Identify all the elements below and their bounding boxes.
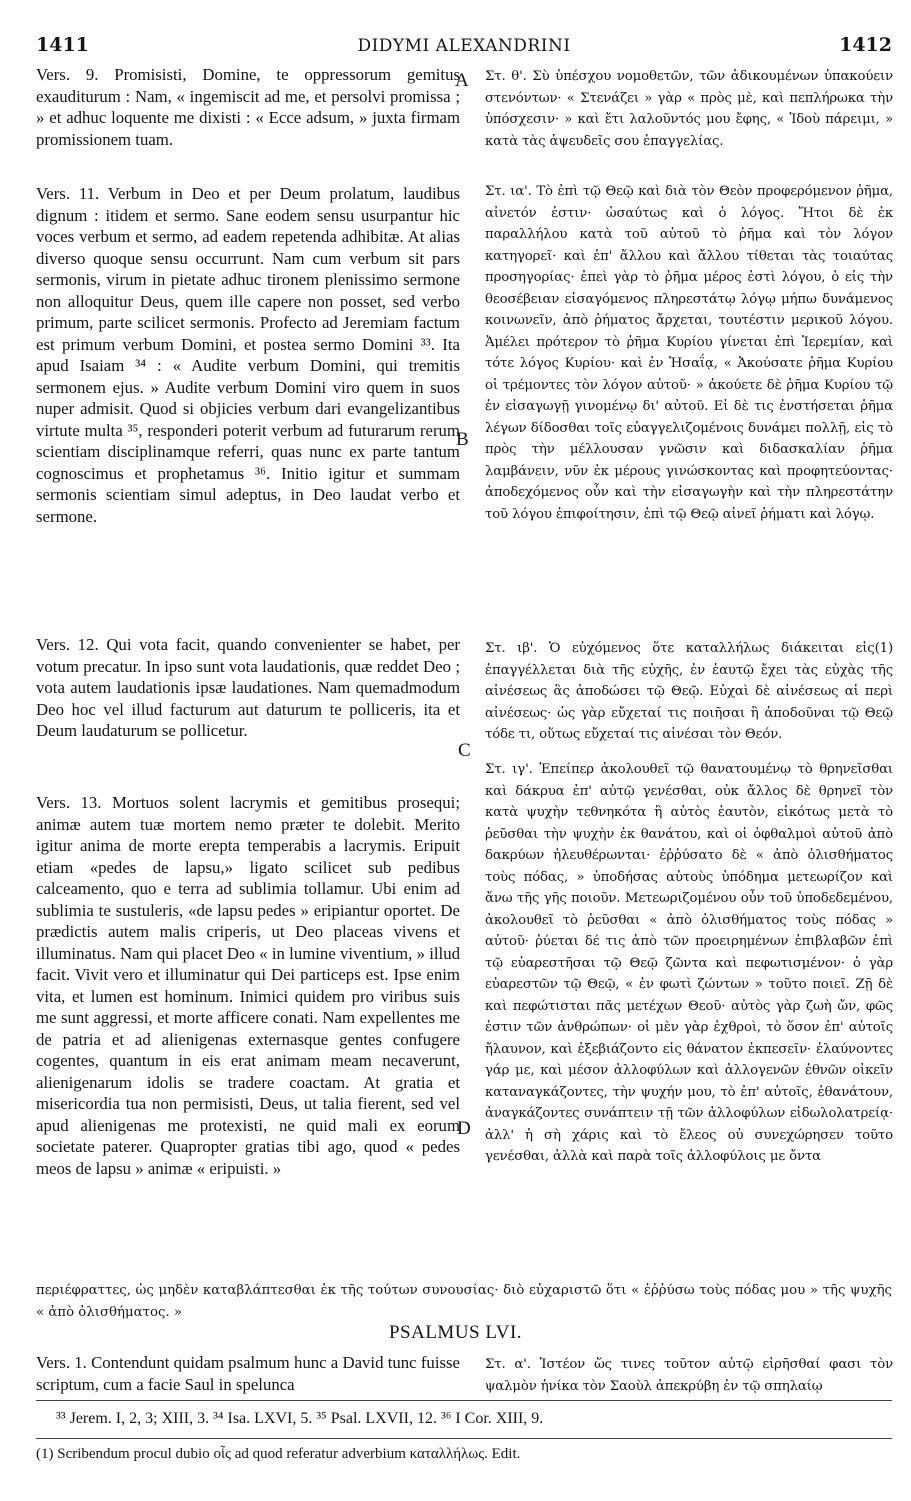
running-title: DIDYMI ALEXANDRINI	[357, 36, 571, 56]
latin-verse-12: Vers. 12. Qui vota facit, quando convenienter se habet, per votum precatur. In ipso sunt vota laudationis, quæ reddet Deo ; vota autem laudationis ipsæ laudationes. Nam quemadmodum Deo hoc vel illud facturum aut daturum te polliceris, ita et Deum laudaturum se pollicetur.	[36, 635, 460, 740]
column-marker-a: A	[455, 70, 469, 91]
latin-verse-9: Vers. 9. Promisisti, Domine, te oppressorum gemitus exauditurum : Nam, « ingemiscit ad me, et persolvi promissa ; » et adhuc loquente me dixisti : « Ecce adsum, » juxta firmam promissionem tuam.	[36, 65, 460, 149]
editor-note: (1) Scribendum procul dubio οἷς ad quod referatur adverbium καταλλήλως. Edit.	[36, 1446, 521, 1462]
greek-psalm56-verse-1: Στ. α'. Ἰστέον ὥς τινες τοῦτον αὐτῷ εἰρῆσθαί φασι τὸν ψαλμὸν ἡνίκα τὸν Σαοὺλ ἀπεκρύβη ἐν τῷ σπηλαίῳ	[485, 1357, 893, 1394]
latin-verse-11: Vers. 11. Verbum in Deo et per Deum prolatum, laudibus dignum : itidem et sermo. Sane eodem sensu usurpantur hic voces verbum et sermo, ad eadem repetenda adhibitæ. At alias diverso quoque sensu occurrunt. Nam cum verbum sit pars sermonis, virum in pietate adhuc tironem plenissimo sermone non alloquitur Deus, quem ille capere non posset, sed verbo primum, parte scilicet sermonis. Profecto ad Jeremiam factum est primum verbum Domini, et postea sermo Domini ³³. Ita apud Isaiam ³⁴ : « Audite verbum Domini, qui tremitis sermonem ejus. » Audite verbum Domini viro quem in suos nuper admisit. Quod si objicies verbum dari evangelizantibus virtute multa ³⁵, responderi poterit verbum ad futurarum rerum scientiam disciplinamque referri, quas nunc ex parte tantum cognoscimus et prophetamus ³⁶. Initio igitur et summam sermonis scientiam simul adeptus, in Deo laudat verbo et sermone.	[36, 184, 460, 526]
latin-verse-13: Vers. 13. Mortuos solent lacrymis et gemitibus prosequi; animæ autem tuæ mortem nemo præter te dolebit. Merito igitur anima de morte erepta temperabis a lacrymis. Eripuit etiam «pedes de lapsu,» ligato scilicet sub pedibus calceamento, quo e terra ad sublimia tollamur. Ubi enim ad sublimia te sustuleris, «de lapsu pedes » eripiantur oportet. De prædictis autem malis criperis, ut Deo placeas vivens et illuminatus. Nam qui placet Deo « in lumine viventium, » illud facit. Vivit vero et illuminatur qui Dei particeps est. Ipse enim vita, et lumen est hominum. Inimici quidem pro viribus suis me sunt aggressi, et morte afficere conati. Nam expellentes me de patria et ad alienigenas externasque gentes confugere cogentes, quantum in eis erat animam meam necaverunt, alienigenarum idolis se tradere coactam. At gratia et misericordia tua non permisisti, Deus, ut talia fierent, sed vel apud alienigenas me protexisti, ne quid mali ex eorum societate paterer. Quapropter gratias tibi ago, quod « pedes meos de lapsu » animæ « eripuisti. »	[36, 793, 460, 1178]
column-marker-d: D	[457, 1118, 471, 1139]
footnotes: ³³ Jerem. I, 2, 3; XIII, 3. ³⁴ Isa. LXVI, 5. ³⁵ Psal. LXVII, 12. ³⁶ I Cor. XIII, 9.	[56, 1410, 544, 1427]
page-header	[36, 34, 892, 58]
greek-verse-9: Στ. θ'. Σὺ ὑπέσχου νομοθετῶν, τῶν ἀδικουμένων ὑπακούειν στενόντων· « Στενάζει » γὰρ « πρὸς μὲ, καὶ πεπλήρωκα τὴν ὑπόσχεσιν· » καὶ ἔτι λαλοῦντός μου ἔφης, « Ἰδοὺ πάρειμι, » κατὰ τὰς ἀψευδεῖς σου ἐπαγγελίας.	[485, 69, 893, 149]
greek-verse-13-continuation: περιέφραττες, ὡς μηδὲν καταβλάπτεσθαι ἐκ τῆς τούτων συνουσίας· διὸ εὐχαριστῶ ὅτι « ἐῤῥύσω τοὺς πόδας μου » τῆς ψυχῆς « ἀπὸ ὀλισθήματος. »	[36, 1283, 892, 1320]
greek-verse-13: Στ. ιγ'. Ἐπείπερ ἀκολουθεῖ τῷ θανατουμένῳ τὸ θρηνεῖσθαι καὶ δάκρυα ἐπ' αὐτῷ γενέσθαι, οὐκ ἄλλος δὲ θρηνεῖ τὸν κατὰ ψυχὴν τεθνηκότα ἢ αὐτὸς ἑαυτὸν, εἰκότως μετὰ τὸ ῥεῦσθαι τὴν ψυχὴν ἐκ θανάτου, καὶ οἱ ὀφθαλμοὶ αὐτοῦ ἀπὸ δακρύων ἠλευθέρωνται· ἐῤῥύσατο δὲ « ἀπὸ ὀλισθήματος τοὺς πόδας, » ὑποδήσας αὐτοὺς ὑπόδημα μετεωρίζον καὶ ἄνω τῆς γῆς ποιοῦν. Μετεωριζομένου οὖν τοῦ ὑποδεδεμένου, ἀκολουθεῖ τὸ ῥεῦσθαι « ἀπὸ ὀλισθήματος τοὺς πόδας » αὐτοῦ· ῥύεται δέ τις ἀπὸ τῶν προειρημένων ἐπιβλαβῶν ἐπὶ τῷ εὐαρεστῆσαι τῷ Θεῷ ζῶντα καὶ πεφωτισμένον· ὁ γὰρ εὐαρεστῶν τῷ Θεῷ, « ἐν φωτὶ ζώντων » τοῦτο ποιεῖ. Ζῇ δὲ καὶ πεφώτισται πᾶς μετέχων Θεοῦ· αὐτὸς γὰρ ζωὴ ὤν, φῶς ἐστιν τῶν ἀνθρώπων· οἱ μὲν γὰρ ἐχθροὶ, τὸ ὅσον ἐπ' αὐτοῖς ἤλαυνον, καὶ ἐξεβιάζοντο εἰς θάνατον ἐκπεσεῖν· ἐλαύνοντες γάρ με, καὶ μέσον ἀλλοφύλων καὶ ἀλλογενῶν ἐθνῶν οἰκεῖν καταναγκάζοντες, τὴν ψυχήν μου, τὸ ἐπ' αὐτοῖς, ἐθανάτουν, ἀναγκάζοντες συνάπτειν τῇ τῶν ἀλλοφύλων εἰδωλολατρείᾳ· ἀλλ' ἡ σὴ χάρις καὶ τὸ ἔλεος οὐ συνεχώρησεν τοῦτο γενέσθαι, ἀλλὰ καὶ παρὰ τοῖς ἀλλοφύλοις με ὄντα	[485, 762, 893, 1164]
column-marker-b: B	[456, 429, 469, 450]
latin-psalm56-verse-1: Vers. 1. Contendunt quidam psalmum hunc a David tunc fuisse scriptum, cum a facie Saul in spelunca	[36, 1353, 460, 1394]
greek-verse-11: Στ. ια'. Τὸ ἐπὶ τῷ Θεῷ καὶ διὰ τὸν Θεὸν προφερόμενον ῥῆμα, αἰνετόν ἐστιν· ὡσαύτως καὶ ὁ λόγος. Ἤτοι δὲ ἐκ παραλλήλου κατὰ τοῦ αὐτοῦ τὸ ῥῆμα καὶ τὸν λόγον κατηγορεῖ· καὶ ἐπ' ἄλλου καὶ ἄλλου τίθεται τὰς τοιαύτας προσηγορίας· ἐπεὶ γὰρ τὸ ῥῆμα μέρος ἐστὶ λόγου, ὁ εἰς τὴν θεοσέβειαν εἰσαγόμενος πληρεστάτῳ λόγῳ μήπω δυνάμενος κοινωνεῖν, ἀπὸ ῥήματος ἄρχεται, τουτέστιν μερικοῦ λόγου. Ἀμέλει πρότερον τὸ ῥῆμα Κυρίου γίνεται ἐπὶ Ἱερεμίαν, καὶ τότε λόγος Κυρίου· καὶ ἐν Ἡσαΐᾳ, « Ἀκούσατε ῥῆμα Κυρίου οἱ τρέμοντες τὸν λόγον αὐτοῦ· » ἀκούετε δὲ ῥῆμα Κυρίου τῷ ἐν εἰσαγωγῇ γινομένῳ δι' αὐτοῦ. Εἰ δὲ τις ἐνστήσεται ῥῆμα λέγων δίδοσθαι τοῖς εὐαγγελιζομένοις δυνάμει πολλῇ, εἰς τὸ πρὸς τὴν μέλλουσαν γνῶσιν καὶ διδασκαλίαν ῥῆμα λαμβάνειν, νῦν ἐκ μέρους γινώσκοντας καὶ προφητεύοντας· ἀποδεχόμενος οὖν καὶ τὴν εἰσαγωγὴν καὶ τὴν πληρεστάτην τοῦ λόγου ἐπιφοίτησιν, ἐπὶ τῷ Θεῷ αἰνεῖ ῥήματι καὶ λόγῳ.	[485, 184, 893, 522]
page-number-right: 1412	[839, 34, 892, 56]
psalm-heading: PSALMUS LVI.	[388, 1322, 523, 1343]
column-marker-c: C	[458, 740, 471, 761]
footnote-rule	[36, 1400, 892, 1401]
greek-verse-12: Στ. ιβ'. Ὁ εὐχόμενος ὅτε καταλλήλως διάκειται εἰς(1) ἐπαγγέλλεται διὰ τῆς εὐχῆς, ἐν ἑαυτῷ ἔχει τὰς εὐχὰς τῆς αἰνέσεως ἃς ἀποδώσει τῷ Θεῷ. Εὐχαὶ δὲ αἰνέσεως αἱ περὶ αἰνέσεως· ὡς γὰρ εὔχεταί τις ποιῆσαι ἢ ἀποδοῦναι τῷ Θεῷ τόδε τι, οὕτως εὔχεταί τις αἰνέσαι τὸν Θεόν.	[485, 641, 893, 742]
edit-note-rule	[36, 1438, 892, 1439]
page-number-left: 1411	[36, 34, 89, 56]
